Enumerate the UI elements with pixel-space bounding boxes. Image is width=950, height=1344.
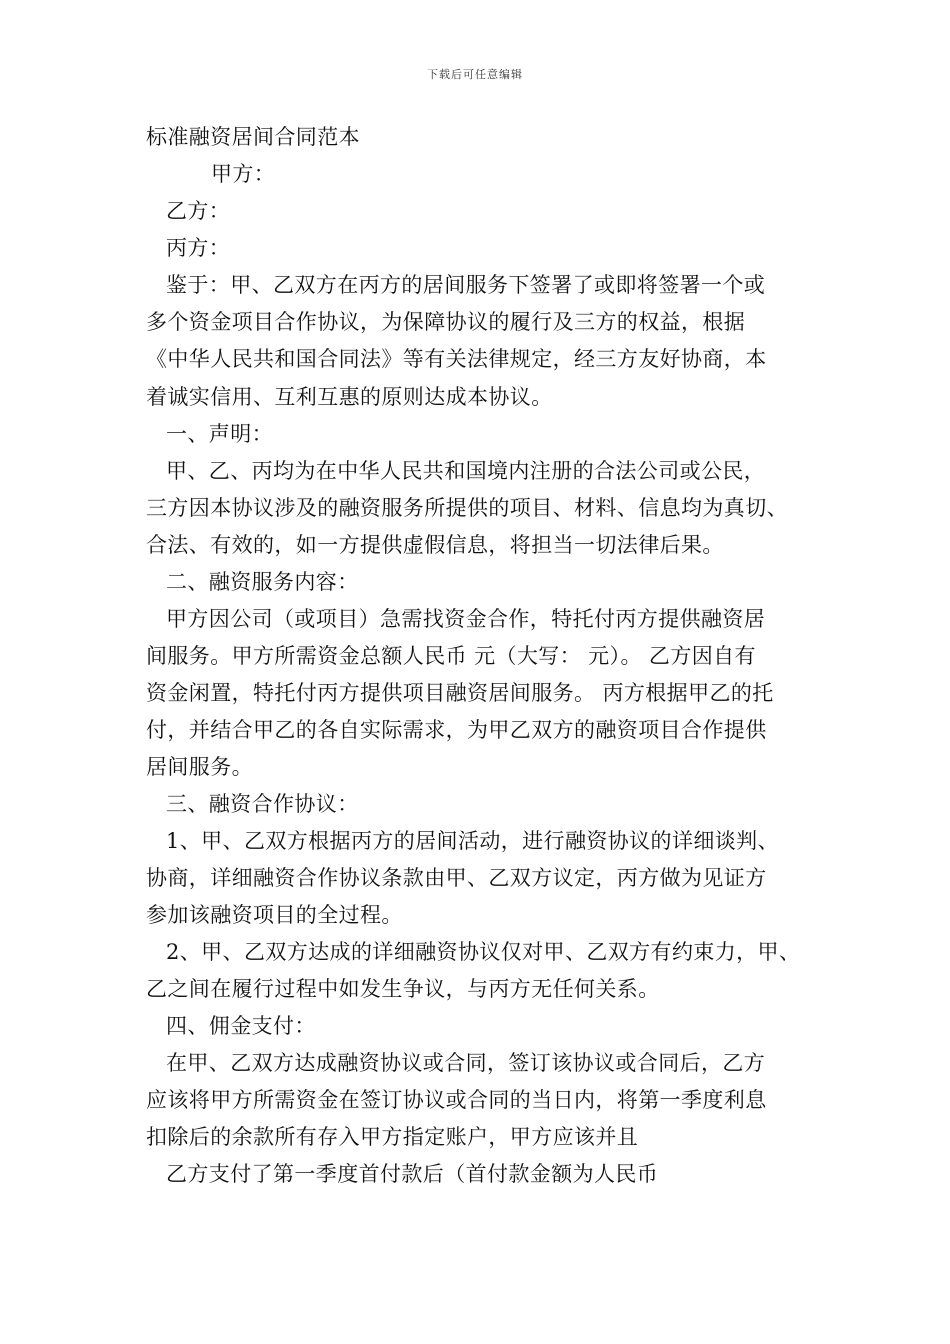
section-heading: 四、佣金支付：	[166, 1014, 316, 1038]
paragraph-line: 参加该融资项目的全过程。	[146, 903, 403, 927]
paragraph-line: 三方因本协议涉及的融资服务所提供的项目、材料、信息均为真切、	[146, 496, 788, 520]
paragraph-line: 1、甲、乙双方根据丙方的居间活动，进行融资协议的详细谈判、	[166, 829, 779, 853]
paragraph-line: 协商，详细融资合作协议条款由甲、乙双方议定，丙方做为见证方	[146, 866, 767, 890]
paragraph-line: 居间服务。	[146, 755, 253, 779]
page-header: 下载后可任意编辑	[427, 68, 523, 81]
paragraph-line: 乙方支付了第一季度首付款后（首付款金额为人民币	[166, 1162, 659, 1186]
paragraph-line: 甲、乙、丙均为在中华人民共和国境内注册的合法公司或公民，	[166, 459, 766, 483]
section-heading: 三、融资合作协议：	[166, 792, 359, 816]
document-title: 标准融资居间合同范本	[146, 125, 360, 149]
party-c-label: 丙方：	[166, 236, 231, 260]
paragraph-line: 甲方因公司（或项目）急需找资金合作，特托付丙方提供融资居	[166, 607, 766, 631]
paragraph-line: 间服务。甲方所需资金总额人民币 元（大写： 元）。 乙方因自有	[146, 644, 756, 668]
paragraph-line: 应该将甲方所需资金在签订协议或合同的当日内，将第一季度利息	[146, 1088, 767, 1112]
paragraph-line: 鉴于：甲、乙双方在丙方的居间服务下签署了或即将签署一个或	[166, 273, 766, 297]
paragraph-line: 合法、有效的，如一方提供虚假信息，将担当一切法律后果。	[146, 533, 724, 557]
party-a-label: 甲方：	[211, 162, 276, 186]
paragraph-line: 乙之间在履行过程中如发生争议，与丙方无任何关系。	[146, 977, 660, 1001]
paragraph-line: 《中华人民共和国合同法》等有关法律规定，经三方友好协商，本	[146, 347, 767, 371]
paragraph-line: 着诚实信用、互利互惠的原则达成本协议。	[146, 385, 553, 409]
paragraph-line: 资金闲置，特托付丙方提供项目融资居间服务。 丙方根据甲乙的托	[146, 681, 774, 705]
section-heading: 二、融资服务内容：	[166, 570, 359, 594]
paragraph-line: 在甲、乙双方达成融资协议或合同，签订该协议或合同后，乙方	[166, 1051, 766, 1075]
section-heading: 一、声明：	[166, 422, 273, 446]
paragraph-line: 2、甲、乙双方达成的详细融资协议仅对甲、乙双方有约束力，甲、	[166, 940, 801, 964]
party-b-label: 乙方：	[166, 199, 231, 223]
paragraph-line: 多个资金项目合作协议，为保障协议的履行及三方的权益，根据	[146, 310, 746, 334]
paragraph-line: 扣除后的余款所有存入甲方指定账户，甲方应该并且	[146, 1125, 639, 1149]
paragraph-line: 付，并结合甲乙的各自实际需求，为甲乙双方的融资项目合作提供	[146, 718, 767, 742]
